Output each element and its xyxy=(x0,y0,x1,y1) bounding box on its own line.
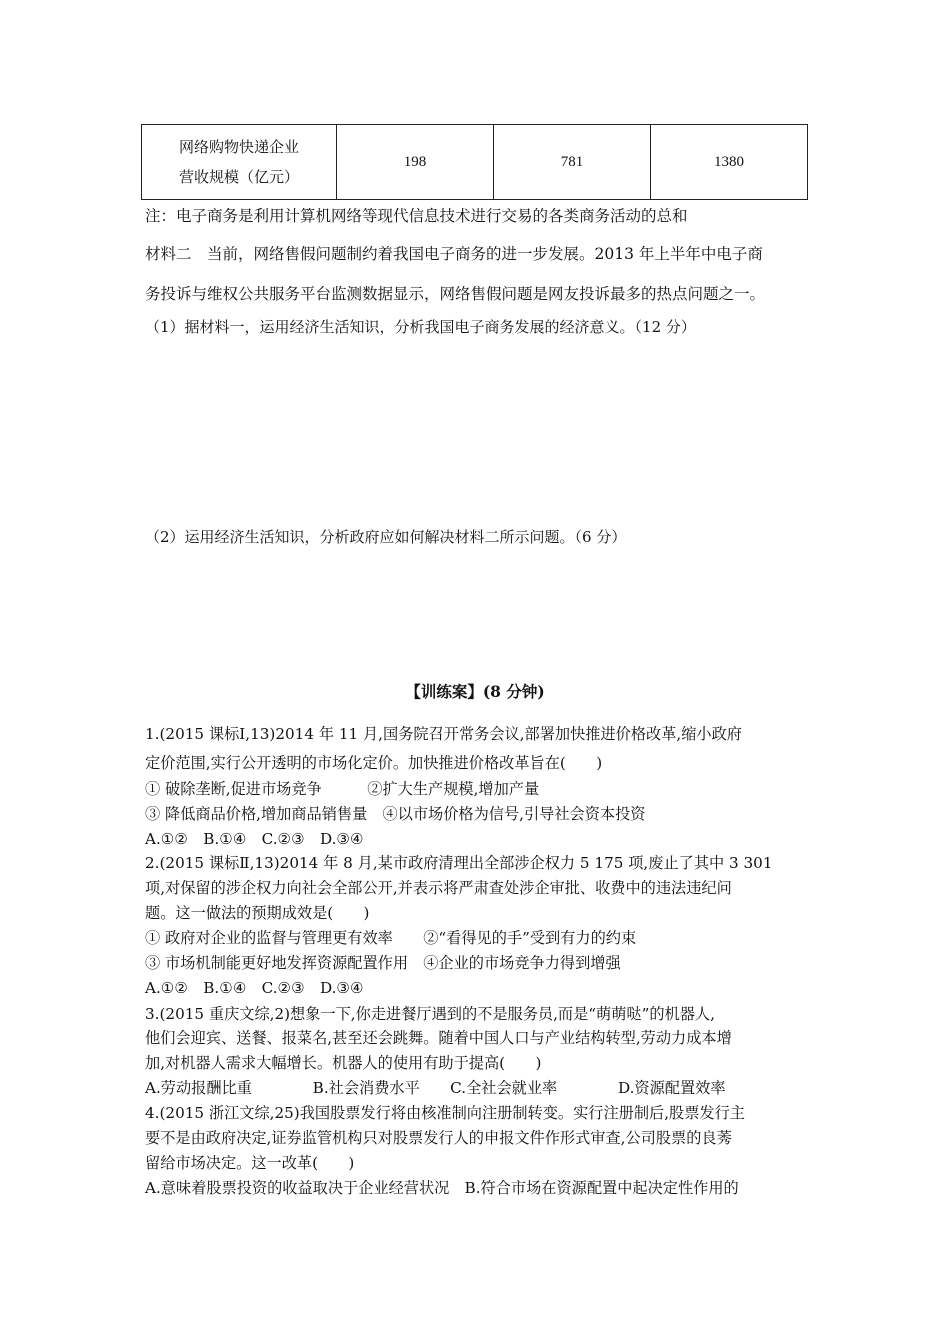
practice-line: 2.(2015 课标Ⅱ,13)2014 年 8 月,某市政府清理出全部涉企权力 5 175 项,废止了其中 3 301 xyxy=(145,854,773,872)
value-cell-1: 198 xyxy=(337,125,494,200)
practice-line: 要不是由政府决定,证券监管机构只对股票发行人的申报文件作形式审查,公司股票的良莠 xyxy=(145,1129,732,1147)
question-1: （1）据材料一，运用经济生活知识，分析我国电子商务发展的经济意义。（12 分） xyxy=(145,318,696,336)
practice-line: 1.(2015 课标Ⅰ,13)2014 年 11 月,国务院召开常务会议,部署加快推进价格改革,缩小政府 xyxy=(145,725,742,743)
practice-line: ① 政府对企业的监督与管理更有效率 ②“看得见的手”受到有力的约束 xyxy=(145,929,637,947)
practice-line: 加,对机器人需求大幅增长。机器人的使用有助于提高( ) xyxy=(145,1054,542,1072)
practice-section-heading: 【训练案】(8 分钟) xyxy=(405,682,545,701)
value-cell-2: 781 xyxy=(494,125,651,200)
practice-line: ③ 降低商品价格,增加商品销售量 ④以市场价格为信号,引导社会资本投资 xyxy=(145,805,646,823)
practice-line: ① 破除垄断,促进市场竞争 ②扩大生产规模,增加产量 xyxy=(145,780,540,798)
material2-line-1: 材料二 当前，网络售假问题制约着我国电子商务的进一步发展。2013 年上半年中电子商 xyxy=(145,245,763,263)
table-row xyxy=(142,125,808,200)
practice-line: 留给市场决定。这一改革( ) xyxy=(145,1154,355,1172)
practice-line: 他们会迎宾、送餐、报菜名,甚至还会跳舞。随着中国人口与产业结构转型,劳动力成本增 xyxy=(145,1029,732,1047)
material2-line-2: 务投诉与维权公共服务平台监测数据显示，网络售假问题是网友投诉最多的热点问题之一。 xyxy=(145,285,766,303)
row-label-cell xyxy=(142,125,337,200)
practice-line: A.意味着股票投资的收益取决于企业经营状况 B.符合市场在资源配置中起决定性作用的 xyxy=(145,1179,739,1197)
row-label-line2: 营收规模（亿元） xyxy=(178,168,299,186)
row-label-line1: 网络购物快递企业 xyxy=(178,138,299,156)
value-cell-3: 1380 xyxy=(651,125,808,200)
ecommerce-data-table xyxy=(141,124,808,200)
table-note: 注：电子商务是利用计算机网络等现代信息技术进行交易的各类商务活动的总和 xyxy=(145,207,688,225)
practice-line: A.劳动报酬比重 B.社会消费水平 C.全社会就业率 D.资源配置效率 xyxy=(145,1079,726,1097)
practice-line: A.①② B.①④ C.②③ D.③④ xyxy=(145,830,364,848)
practice-line: 定价范围,实行公开透明的市场化定价。加快推进价格改革旨在( ) xyxy=(145,754,603,772)
question-2: （2）运用经济生活知识，分析政府应如何解决材料二所示问题。（6 分） xyxy=(145,528,627,546)
practice-line: 4.(2015 浙江文综,25)我国股票发行将由核准制向注册制转变。实行注册制后,股票发行主 xyxy=(145,1104,745,1122)
practice-line: ③ 市场机制能更好地发挥资源配置作用 ④企业的市场竞争力得到增强 xyxy=(145,954,621,972)
practice-line: 3.(2015 重庆文综,2)想象一下,你走进餐厅遇到的不是服务员,而是“萌萌哒”的机器人, xyxy=(145,1005,715,1023)
practice-line: A.①② B.①④ C.②③ D.③④ xyxy=(145,979,364,997)
practice-line: 项,对保留的涉企权力向社会全部公开,并表示将严肃查处涉企审批、收费中的违法违纪问 xyxy=(145,879,732,897)
practice-line: 题。这一做法的预期成效是( ) xyxy=(145,904,370,922)
